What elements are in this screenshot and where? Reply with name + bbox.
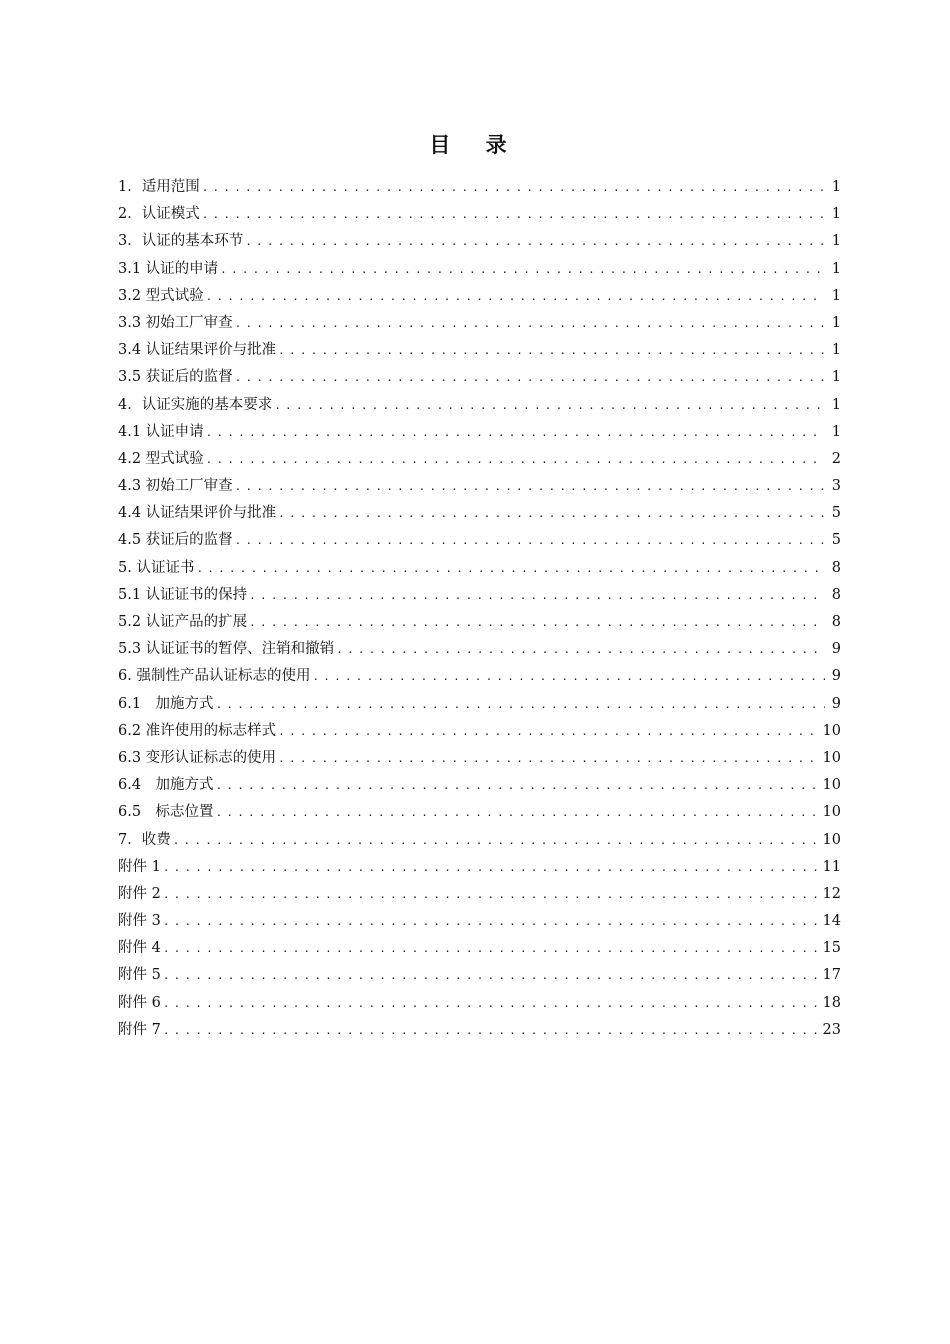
toc-entry[interactable] (118, 799, 841, 826)
toc-entry-page-number: 1 (831, 206, 841, 223)
toc-entry-page-number: 8 (831, 586, 841, 603)
toc-entry-page-number: 1 (831, 314, 841, 331)
toc-entry[interactable] (118, 500, 841, 527)
toc-entry-page-number: 10 (822, 722, 841, 739)
table-of-contents (118, 174, 841, 1044)
toc-entry-page-number: 9 (831, 668, 841, 685)
toc-dot-leader (336, 636, 825, 663)
toc-entry[interactable] (118, 935, 841, 962)
toc-dot-leader (278, 337, 825, 364)
toc-entry[interactable] (118, 691, 841, 718)
toc-dot-leader (312, 663, 825, 690)
toc-entry-page-number: 10 (822, 749, 841, 766)
toc-entry-page-number: 1 (831, 396, 841, 413)
toc-entry-page-number: 2 (831, 450, 841, 467)
toc-entry-label: 4.2 型式试验 (118, 450, 204, 467)
toc-entry-page-number: 1 (831, 369, 841, 386)
toc-entry-label: 3.4 认证结果评价与批准 (118, 342, 277, 359)
toc-dot-leader (173, 827, 819, 854)
toc-dot-leader (220, 256, 825, 283)
toc-dot-leader (202, 174, 825, 201)
toc-entry-label: 6.4 加施方式 (118, 777, 214, 794)
toc-entry[interactable] (118, 256, 841, 283)
toc-entry[interactable] (118, 908, 841, 935)
toc-entry[interactable] (118, 174, 841, 201)
toc-dot-leader (216, 799, 819, 826)
toc-dot-leader (278, 745, 818, 772)
toc-entry-label: 附件 3 (118, 913, 161, 930)
toc-entry-label: 1．适用范围 (118, 179, 200, 195)
toc-dot-leader (235, 364, 825, 391)
toc-dot-leader (235, 527, 825, 554)
toc-entry-page-number: 5 (831, 505, 841, 522)
toc-entry-label: 4.5 获证后的监督 (118, 532, 233, 549)
toc-entry[interactable] (118, 364, 841, 391)
toc-entry-label: 6.3 变形认证标志的使用 (118, 749, 277, 766)
toc-entry-page-number: 10 (822, 831, 841, 848)
toc-entry-label: 4.3 初始工厂审查 (118, 478, 233, 495)
toc-entry-label: 3.5 获证后的监督 (118, 369, 233, 386)
toc-entry[interactable] (118, 881, 841, 908)
toc-entry[interactable] (118, 962, 841, 989)
toc-entry-label: 2．认证模式 (118, 206, 200, 223)
toc-entry-label: 4.1 认证申请 (118, 423, 204, 440)
toc-entry-label: 5.1 认证证书的保持 (118, 586, 248, 603)
toc-dot-leader (163, 1017, 819, 1044)
toc-entry-page-number: 14 (822, 913, 841, 930)
toc-dot-leader (235, 310, 825, 337)
toc-entry-label: 附件 5 (118, 967, 161, 984)
toc-dot-leader (274, 392, 825, 419)
toc-dot-leader (249, 582, 825, 609)
toc-dot-leader (206, 283, 825, 310)
toc-dot-leader (163, 935, 819, 962)
toc-dot-leader (163, 962, 819, 989)
toc-dot-leader (235, 473, 825, 500)
toc-entry-page-number: 10 (822, 777, 841, 794)
toc-entry-label: 3.2 型式试验 (118, 287, 204, 304)
toc-entry[interactable] (118, 473, 841, 500)
toc-entry[interactable] (118, 555, 841, 582)
toc-entry-page-number: 9 (831, 641, 841, 658)
toc-entry-page-number: 9 (831, 695, 841, 712)
toc-entry-label: 5. 认证证书 (118, 559, 195, 576)
toc-entry-label: 附件 6 (118, 994, 161, 1011)
toc-dot-leader (202, 201, 825, 228)
toc-entry-label: 5.3 认证证书的暂停、注销和撤销 (118, 641, 335, 658)
toc-dot-leader (163, 908, 819, 935)
toc-entry[interactable] (118, 663, 841, 690)
toc-entry-page-number: 11 (822, 858, 841, 875)
toc-entry-label: 3．认证的基本环节 (118, 233, 244, 250)
toc-dot-leader (245, 228, 825, 255)
toc-entry-label: 附件 4 (118, 940, 161, 957)
toc-entry-label: 附件 7 (118, 1021, 161, 1038)
toc-entry[interactable] (118, 718, 841, 745)
toc-dot-leader (216, 691, 825, 718)
toc-entry-page-number: 15 (822, 940, 841, 957)
toc-entry-page-number: 1 (831, 233, 841, 250)
toc-entry[interactable] (118, 201, 841, 228)
toc-entry-page-number: 5 (831, 532, 841, 549)
toc-dot-leader (196, 555, 825, 582)
toc-dot-leader (216, 772, 819, 799)
toc-entry[interactable] (118, 636, 841, 663)
toc-entry[interactable] (118, 990, 841, 1017)
toc-entry-label: 7．收费 (118, 831, 171, 848)
toc-dot-leader (206, 446, 825, 473)
toc-dot-leader (249, 609, 825, 636)
toc-entry-label: 4．认证实施的基本要求 (118, 396, 273, 413)
toc-entry[interactable] (118, 827, 841, 854)
toc-entry[interactable] (118, 772, 841, 799)
toc-entry[interactable] (118, 1017, 841, 1044)
page-title: 目 录 (429, 132, 521, 157)
toc-entry-page-number: 1 (831, 342, 841, 359)
toc-entry-page-number: 23 (822, 1021, 841, 1038)
toc-entry[interactable] (118, 609, 841, 636)
toc-entry-page-number: 1 (831, 260, 841, 277)
toc-entry[interactable] (118, 854, 841, 881)
toc-entry-page-number: 3 (831, 478, 841, 495)
toc-dot-leader (278, 500, 825, 527)
toc-entry[interactable] (118, 527, 841, 554)
toc-dot-leader (206, 419, 825, 446)
toc-entry[interactable] (118, 446, 841, 473)
toc-entry[interactable] (118, 337, 841, 364)
toc-entry-page-number: 1 (831, 423, 841, 440)
toc-entry-label: 3.1 认证的申请 (118, 260, 219, 277)
toc-entry-label: 6.5 标志位置 (118, 804, 214, 821)
toc-entry-page-number: 8 (831, 559, 841, 576)
toc-entry-label: 3.3 初始工厂审查 (118, 314, 233, 331)
toc-entry-page-number: 8 (831, 614, 841, 630)
toc-entry-page-number: 1 (831, 179, 841, 195)
toc-entry-label: 附件 1 (118, 858, 161, 875)
toc-entry-page-number: 1 (831, 287, 841, 304)
toc-entry-label: 6. 强制性产品认证标志的使用 (118, 668, 311, 685)
toc-dot-leader (163, 881, 819, 908)
toc-entry-label: 4.4 认证结果评价与批准 (118, 505, 277, 522)
toc-entry-label: 附件 2 (118, 885, 161, 902)
toc-entry-label: 6.1 加施方式 (118, 695, 214, 712)
toc-entry[interactable] (118, 745, 841, 772)
toc-dot-leader (163, 854, 819, 881)
toc-entry-page-number: 10 (822, 804, 841, 821)
toc-entry[interactable] (118, 419, 841, 446)
toc-entry[interactable] (118, 582, 841, 609)
toc-entry-page-number: 18 (822, 994, 841, 1011)
toc-entry-page-number: 12 (822, 885, 841, 902)
toc-entry-label: 6.2 准许使用的标志样式 (118, 722, 277, 739)
toc-entry[interactable] (118, 283, 841, 310)
toc-entry-page-number: 17 (822, 967, 841, 984)
toc-entry[interactable] (118, 228, 841, 255)
toc-entry[interactable] (118, 310, 841, 337)
toc-entry-label: 5.2 认证产品的扩展 (118, 614, 248, 630)
toc-entry[interactable] (118, 392, 841, 419)
toc-dot-leader (163, 990, 819, 1017)
toc-dot-leader (278, 718, 818, 745)
